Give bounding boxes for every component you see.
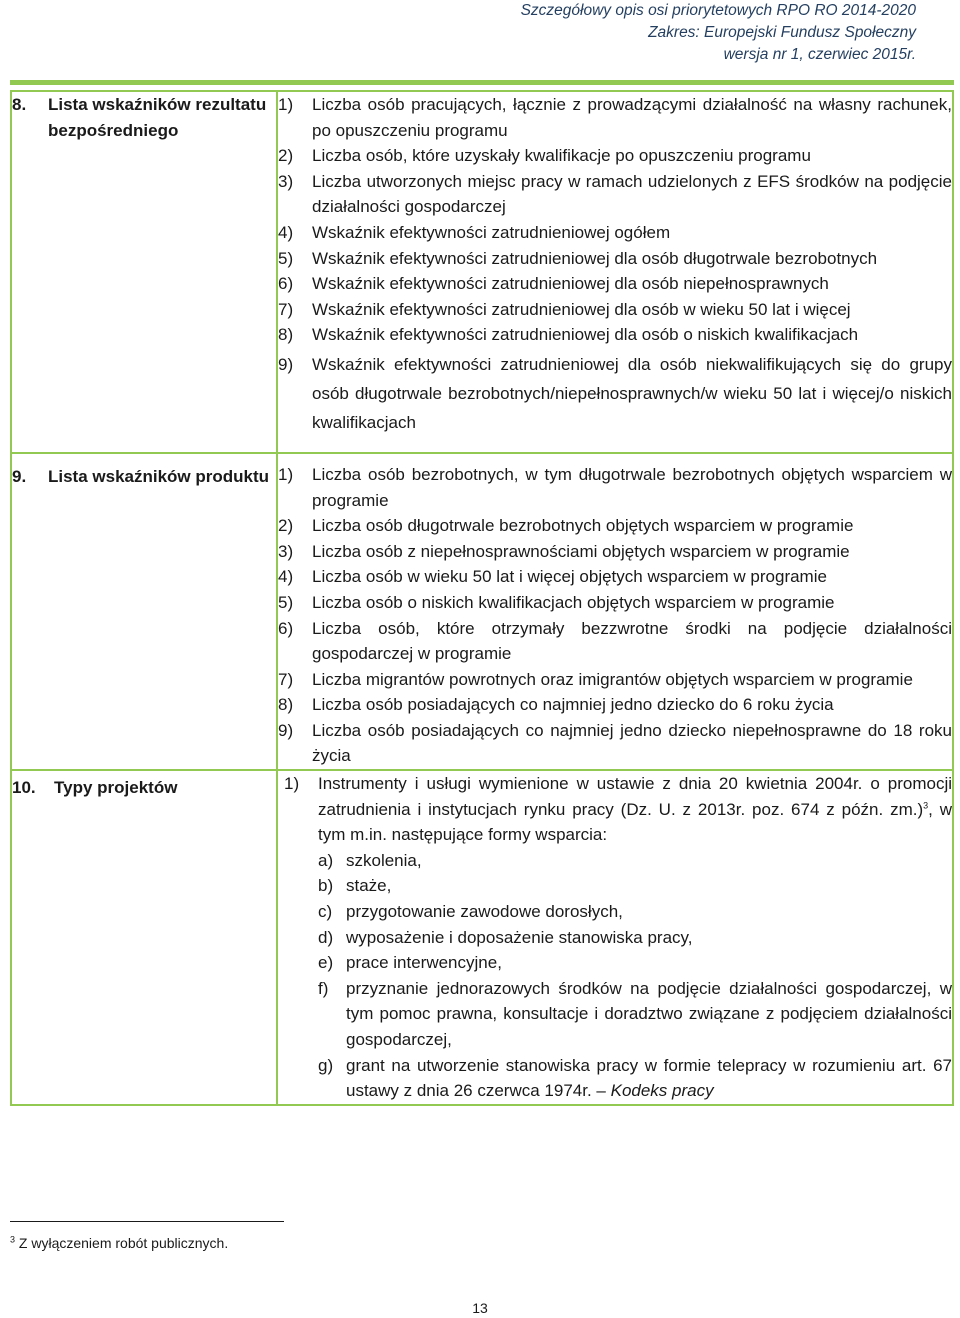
header-line-2: Zakres: Europejski Fundusz Społeczny bbox=[648, 24, 916, 41]
list-item: 8) Liczba osób posiadających co najmniej jedno dziecko do 6 roku życia bbox=[278, 695, 834, 715]
list-item: 2) Liczba osób, które uzyskały kwalifikacje po opuszczeniu programu bbox=[278, 146, 811, 166]
table-row-8 bbox=[11, 91, 953, 453]
list-item: 2) Liczba osób długotrwale bezrobotnych objętych wsparciem w programie bbox=[278, 516, 854, 536]
list-item: 1) Liczba osób bezrobotnych, w tym długotrwale bezrobotnych objętych wsparciem w programie bbox=[278, 464, 952, 510]
document-header bbox=[356, 0, 916, 66]
list-item: 7) Wskaźnik efektywności zatrudnieniowej dla osób w wieku 50 lat i więcej bbox=[278, 299, 851, 319]
row-number: 10. bbox=[12, 778, 36, 798]
sub-list-item: g) grant na utworzenie stanowiska pracy w formie telepracy w rozumieniu art. 67 ustawy z dnia 26 czerwca 1974r. – Kodeks pracy bbox=[318, 1055, 952, 1101]
list-item: 5) Wskaźnik efektywności zatrudnieniowej dla osób długotrwale bezrobotnych bbox=[278, 248, 878, 268]
footnote bbox=[10, 1234, 228, 1252]
footnote-text: Z wyłączeniem robót publicznych. bbox=[18, 1235, 229, 1251]
list-item: 1) Instrumenty i usługi wymienione w ustawie z dnia 20 kwietnia 2004r. o promocji zatrudnienia i instytucjach rynku pracy (Dz. U. z 2013r. poz. 674 z późn. zm.)$^3$, w tym m.in. następujące formy wsparcia: bbox=[284, 774, 953, 845]
list-item: 5) Liczba osób o niskich kwalifikacjach objętych wsparciem w programie bbox=[278, 592, 835, 612]
sub-list-item: a) szkolenia, bbox=[318, 850, 422, 870]
list-item: 3) Liczba osób z niepełnosprawnościami objętych wsparciem w programie bbox=[278, 541, 850, 561]
header-line-1: Szczegółowy opis osi priorytetowych RPO RO 2014-2020 bbox=[520, 2, 916, 19]
list-item: 9) Wskaźnik efektywności zatrudnieniowej dla osób niekwalifikujących się do grupy osób długotrwale bezrobotnych/niepełnosprawnych/w wieku 50 lat i więcej/o niskich kwalifikacjach bbox=[278, 354, 952, 432]
act-title: Kodeks pracy bbox=[610, 1081, 714, 1101]
row-content-cell bbox=[277, 91, 953, 453]
list-item: 7) Liczba migrantów powrotnych oraz imigrantów objętych wsparciem w programie bbox=[278, 669, 913, 689]
sub-list-item: e) prace interwencyjne, bbox=[318, 953, 502, 973]
list-item: 6) Liczba osób, które otrzymały bezzwrotne środki na podjęcie działalności gospodarczej w programie bbox=[278, 618, 952, 664]
row-label: Lista wskaźników rezultatu bezpośredniego bbox=[48, 95, 267, 140]
row-number: 9. bbox=[12, 466, 27, 486]
header-line-3: wersja nr 1, czerwiec 2015r. bbox=[723, 46, 916, 63]
row-label-cell bbox=[11, 770, 277, 1105]
footnote-divider bbox=[10, 1221, 284, 1222]
row-label-cell bbox=[11, 453, 277, 770]
sub-list-item: c) przygotowanie zawodowe dorosłych, bbox=[318, 902, 623, 922]
list-item: 8) Wskaźnik efektywności zatrudnieniowej dla osób o niskich kwalifikacjach bbox=[278, 325, 859, 345]
row-content-cell bbox=[277, 770, 953, 1105]
program-table bbox=[10, 90, 954, 1106]
list-item: 9) Liczba osób posiadających co najmniej jedno dziecko niepełnosprawne do 18 roku życia bbox=[278, 720, 952, 766]
sub-list-item: d) wyposażenie i doposażenie stanowiska pracy, bbox=[318, 927, 693, 947]
list-item: 4) Wskaźnik efektywności zatrudnieniowej ogółem bbox=[278, 222, 671, 242]
list-item: 1) Liczba osób pracujących, łącznie z prowadzącymi działalność na własny rachunek, po opuszczeniu programu bbox=[278, 95, 952, 140]
row-label: Typy projektów bbox=[54, 778, 178, 798]
footnote-ref[interactable]: 3 bbox=[923, 800, 929, 810]
row-content-cell bbox=[277, 453, 953, 770]
footnote-marker: 3 bbox=[10, 1234, 16, 1245]
list-item: 6) Wskaźnik efektywności zatrudnieniowej dla osób niepełnosprawnych bbox=[278, 274, 829, 294]
header-divider bbox=[10, 80, 954, 85]
table-row-10 bbox=[11, 770, 953, 1105]
row-label-cell bbox=[11, 91, 277, 453]
list-item: 4) Liczba osób w wieku 50 lat i więcej objętych wsparciem w programie bbox=[278, 567, 827, 587]
page-number: 13 bbox=[472, 1300, 488, 1316]
list-item: 3) Liczba utworzonych miejsc pracy w ramach udzielonych z EFS środków na podjęcie działalności gospodarczej bbox=[278, 171, 952, 217]
row-label: Lista wskaźników produktu bbox=[48, 466, 270, 486]
sub-list-item: b) staże, bbox=[318, 876, 392, 896]
sub-list bbox=[284, 848, 952, 1104]
row-number: 8. bbox=[12, 95, 27, 114]
sub-list-item: f) przyznanie jednorazowych środków na podjęcie działalności gospodarczej, w tym pomoc prawna, konsultacje i doradztwo związane z podjęciem działalności gospodarczej, bbox=[318, 978, 952, 1049]
table-row-9 bbox=[11, 453, 953, 770]
projects-intro: Instrumenty i usługi wymienione w ustawie z dnia 20 kwietnia 2004r. o promocji zatrudnienia i instytucjach rynku pracy (Dz. U. z 2013r. poz. 674 z późn. zm.) bbox=[318, 774, 952, 819]
